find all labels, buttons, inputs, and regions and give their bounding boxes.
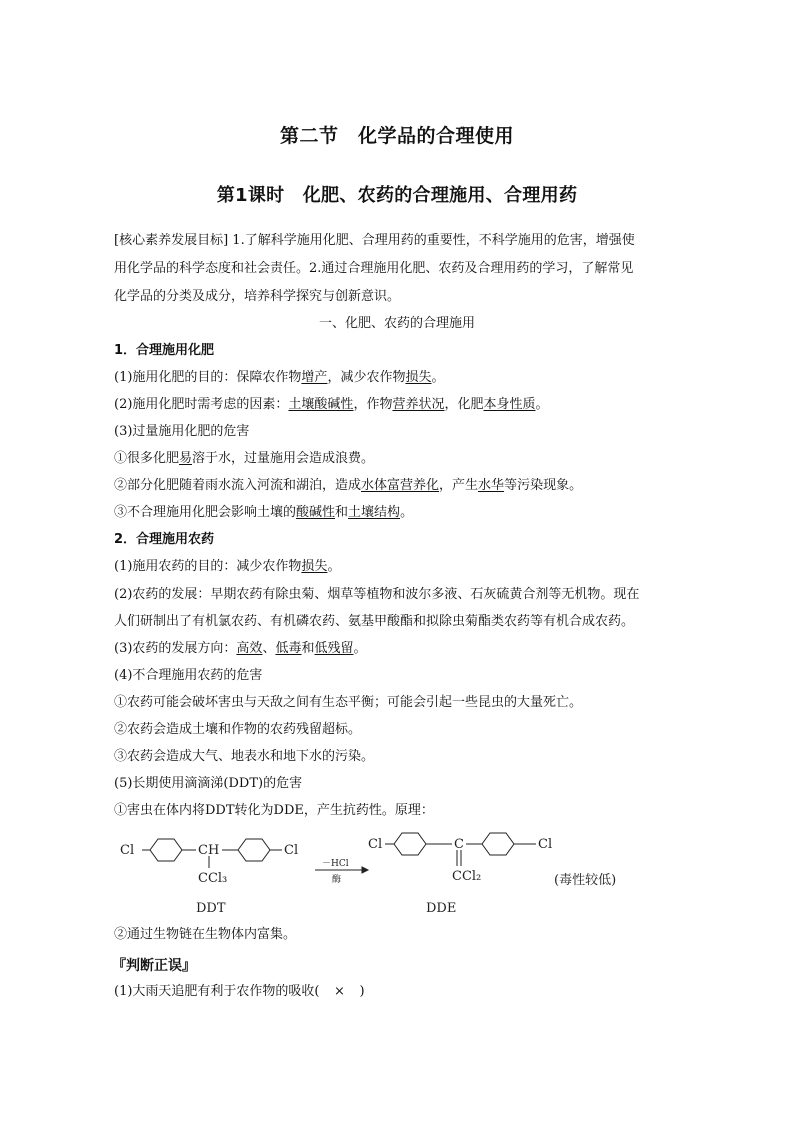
fertilizer-harm-3	[114, 503, 680, 523]
pesticide-harm-1: ①农药可能会破坏害虫与天敌之间有生态平衡；可能会引起一些昆虫的大量死亡。	[114, 695, 583, 710]
judge-title: 『判断正误』	[112, 958, 196, 974]
ddt-ch: CH	[198, 843, 220, 858]
answer-blank: 低残留	[314, 641, 354, 656]
dde-cl-left: Cl	[368, 837, 383, 852]
text: )	[359, 984, 365, 999]
answer-blank: 营养状况	[392, 397, 445, 412]
ddt-cl-left: Cl	[120, 843, 135, 858]
ddt-mechanism: ①害虫在体内将DDT转化为DDE，产生抗药性。原理：	[114, 803, 434, 818]
goals-line-1	[114, 231, 680, 251]
text: 溶于水，过量施用会造成浪费。	[192, 451, 375, 466]
text: (1)大雨天追肥有利于农作物的吸收(	[114, 984, 320, 999]
arrow-condition-top: －HCl	[322, 859, 349, 869]
fertilizer-harm-2	[114, 476, 680, 496]
benzene-ring-icon	[150, 839, 182, 861]
answer-blank: 土壤结构	[348, 505, 401, 520]
text: 。	[353, 641, 367, 656]
pesticide-title: 2．合理施用农药	[114, 532, 215, 547]
ddt-dde-reaction	[110, 826, 710, 921]
answer-blank: 水体富营养化	[361, 478, 440, 493]
answer-blank: 土壤酸碱性	[288, 397, 354, 412]
answer-mark: ×	[334, 984, 345, 999]
ddt-heading: (5)长期使用滴滴涕(DDT)的危害	[114, 776, 303, 791]
pesticide-harm-2: ②农药会造成土壤和作物的农药残留超标。	[114, 722, 362, 737]
goals-line-2: 用化学品的科学态度和社会责任。2.通过合理施用化肥、农药及合理用药的学习，了解常见	[114, 261, 634, 276]
pesticide-direction	[114, 639, 680, 659]
text: 。	[400, 505, 414, 520]
answer-blank: 损失	[301, 559, 328, 574]
text: ①很多化肥	[114, 451, 180, 466]
answer-blank: 易	[179, 451, 193, 466]
text: (1)施用化肥的目的：保障农作物	[114, 370, 302, 385]
pesticide-harm-3: ③农药会造成大气、地表水和地下水的污染。	[114, 749, 375, 764]
text: 。	[327, 559, 341, 574]
pesticide-development-1: (2)农药的发展：早期农药有除虫菊、烟草等植物和波尔多液、石灰硫黄合剂等无机物。现在	[114, 587, 640, 602]
fertilizer-factors	[114, 395, 680, 415]
text: ，化肥	[444, 397, 484, 412]
text: 、	[262, 641, 276, 656]
text: (2)施用化肥时需考虑的因素：	[114, 397, 289, 412]
fertilizer-title: 1．合理施用化肥	[114, 343, 215, 358]
answer-blank: 低毒	[275, 641, 302, 656]
text: ，产生	[439, 478, 479, 493]
text: 。	[535, 397, 549, 412]
answer-blank: 高效	[236, 641, 263, 656]
arrow-condition-bottom: 酶	[332, 875, 342, 885]
judge-question-1	[114, 982, 680, 1002]
text: ③不合理施用化肥会影响土壤的	[114, 505, 297, 520]
text: (3)农药的发展方向：	[114, 641, 237, 656]
answer-blank: 增产	[301, 370, 328, 385]
ddt-ccl3: CCl₃	[198, 871, 228, 886]
benzene-ring-icon	[238, 839, 270, 861]
fertilizer-purpose	[114, 368, 680, 388]
benzene-ring-icon	[482, 833, 514, 855]
benzene-ring-icon	[394, 833, 426, 855]
pesticide-development-2: 人们研制出了有机氯农药、有机磷农药、氨基甲酸酯和拟除虫菊酯类农药等有机合成农药。	[114, 614, 635, 629]
goals-line-3: 化学品的分类及成分，培养科学探究与创新意识。	[114, 289, 401, 304]
goals-text-1: 1.了解科学施用化肥、合理用药的重要性，不科学施用的危害，增强使	[232, 233, 635, 248]
answer-blank: 酸碱性	[296, 505, 336, 520]
text: 和	[301, 641, 315, 656]
text: ，作物	[353, 397, 393, 412]
fertilizer-harm-heading: (3)过量施用化肥的危害	[114, 424, 250, 439]
lesson-title: 第1课时 化肥、农药的合理施用、合理用药	[216, 185, 578, 206]
dde-c: C	[454, 837, 464, 852]
text: (1)施用农药的目的：减少农作物	[114, 559, 302, 574]
dde-ccl2: CCl₂	[452, 869, 482, 884]
dde-name: DDE	[426, 901, 457, 916]
fertilizer-harm-1	[114, 449, 680, 469]
reaction-structures	[110, 826, 710, 921]
text: 。	[431, 370, 445, 385]
text: 等污染现象。	[504, 478, 583, 493]
text: 和	[335, 505, 349, 520]
text: ，减少农作物	[327, 370, 406, 385]
text: ②部分化肥随着雨水流入河流和湖泊，造成	[114, 478, 362, 493]
goals-tag: [核心素养发展目标]	[114, 233, 229, 248]
answer-blank: 本身性质	[483, 397, 536, 412]
pesticide-harm-heading: (4)不合理施用农药的危害	[114, 668, 263, 683]
ddt-enrichment: ②通过生物链在生物体内富集。	[114, 927, 297, 942]
answer-blank: 损失	[405, 370, 432, 385]
section-title: 第二节 化学品的合理使用	[279, 125, 514, 147]
ddt-name: DDT	[196, 901, 226, 916]
heading-fertilizer-pesticide: 一、化肥、农药的合理施用	[318, 316, 475, 331]
ddt-cl-right: Cl	[284, 843, 299, 858]
dde-cl-right: Cl	[538, 837, 553, 852]
toxicity-note: (毒性较低)	[554, 873, 617, 888]
pesticide-purpose	[114, 557, 680, 577]
answer-blank: 水华	[478, 478, 505, 493]
